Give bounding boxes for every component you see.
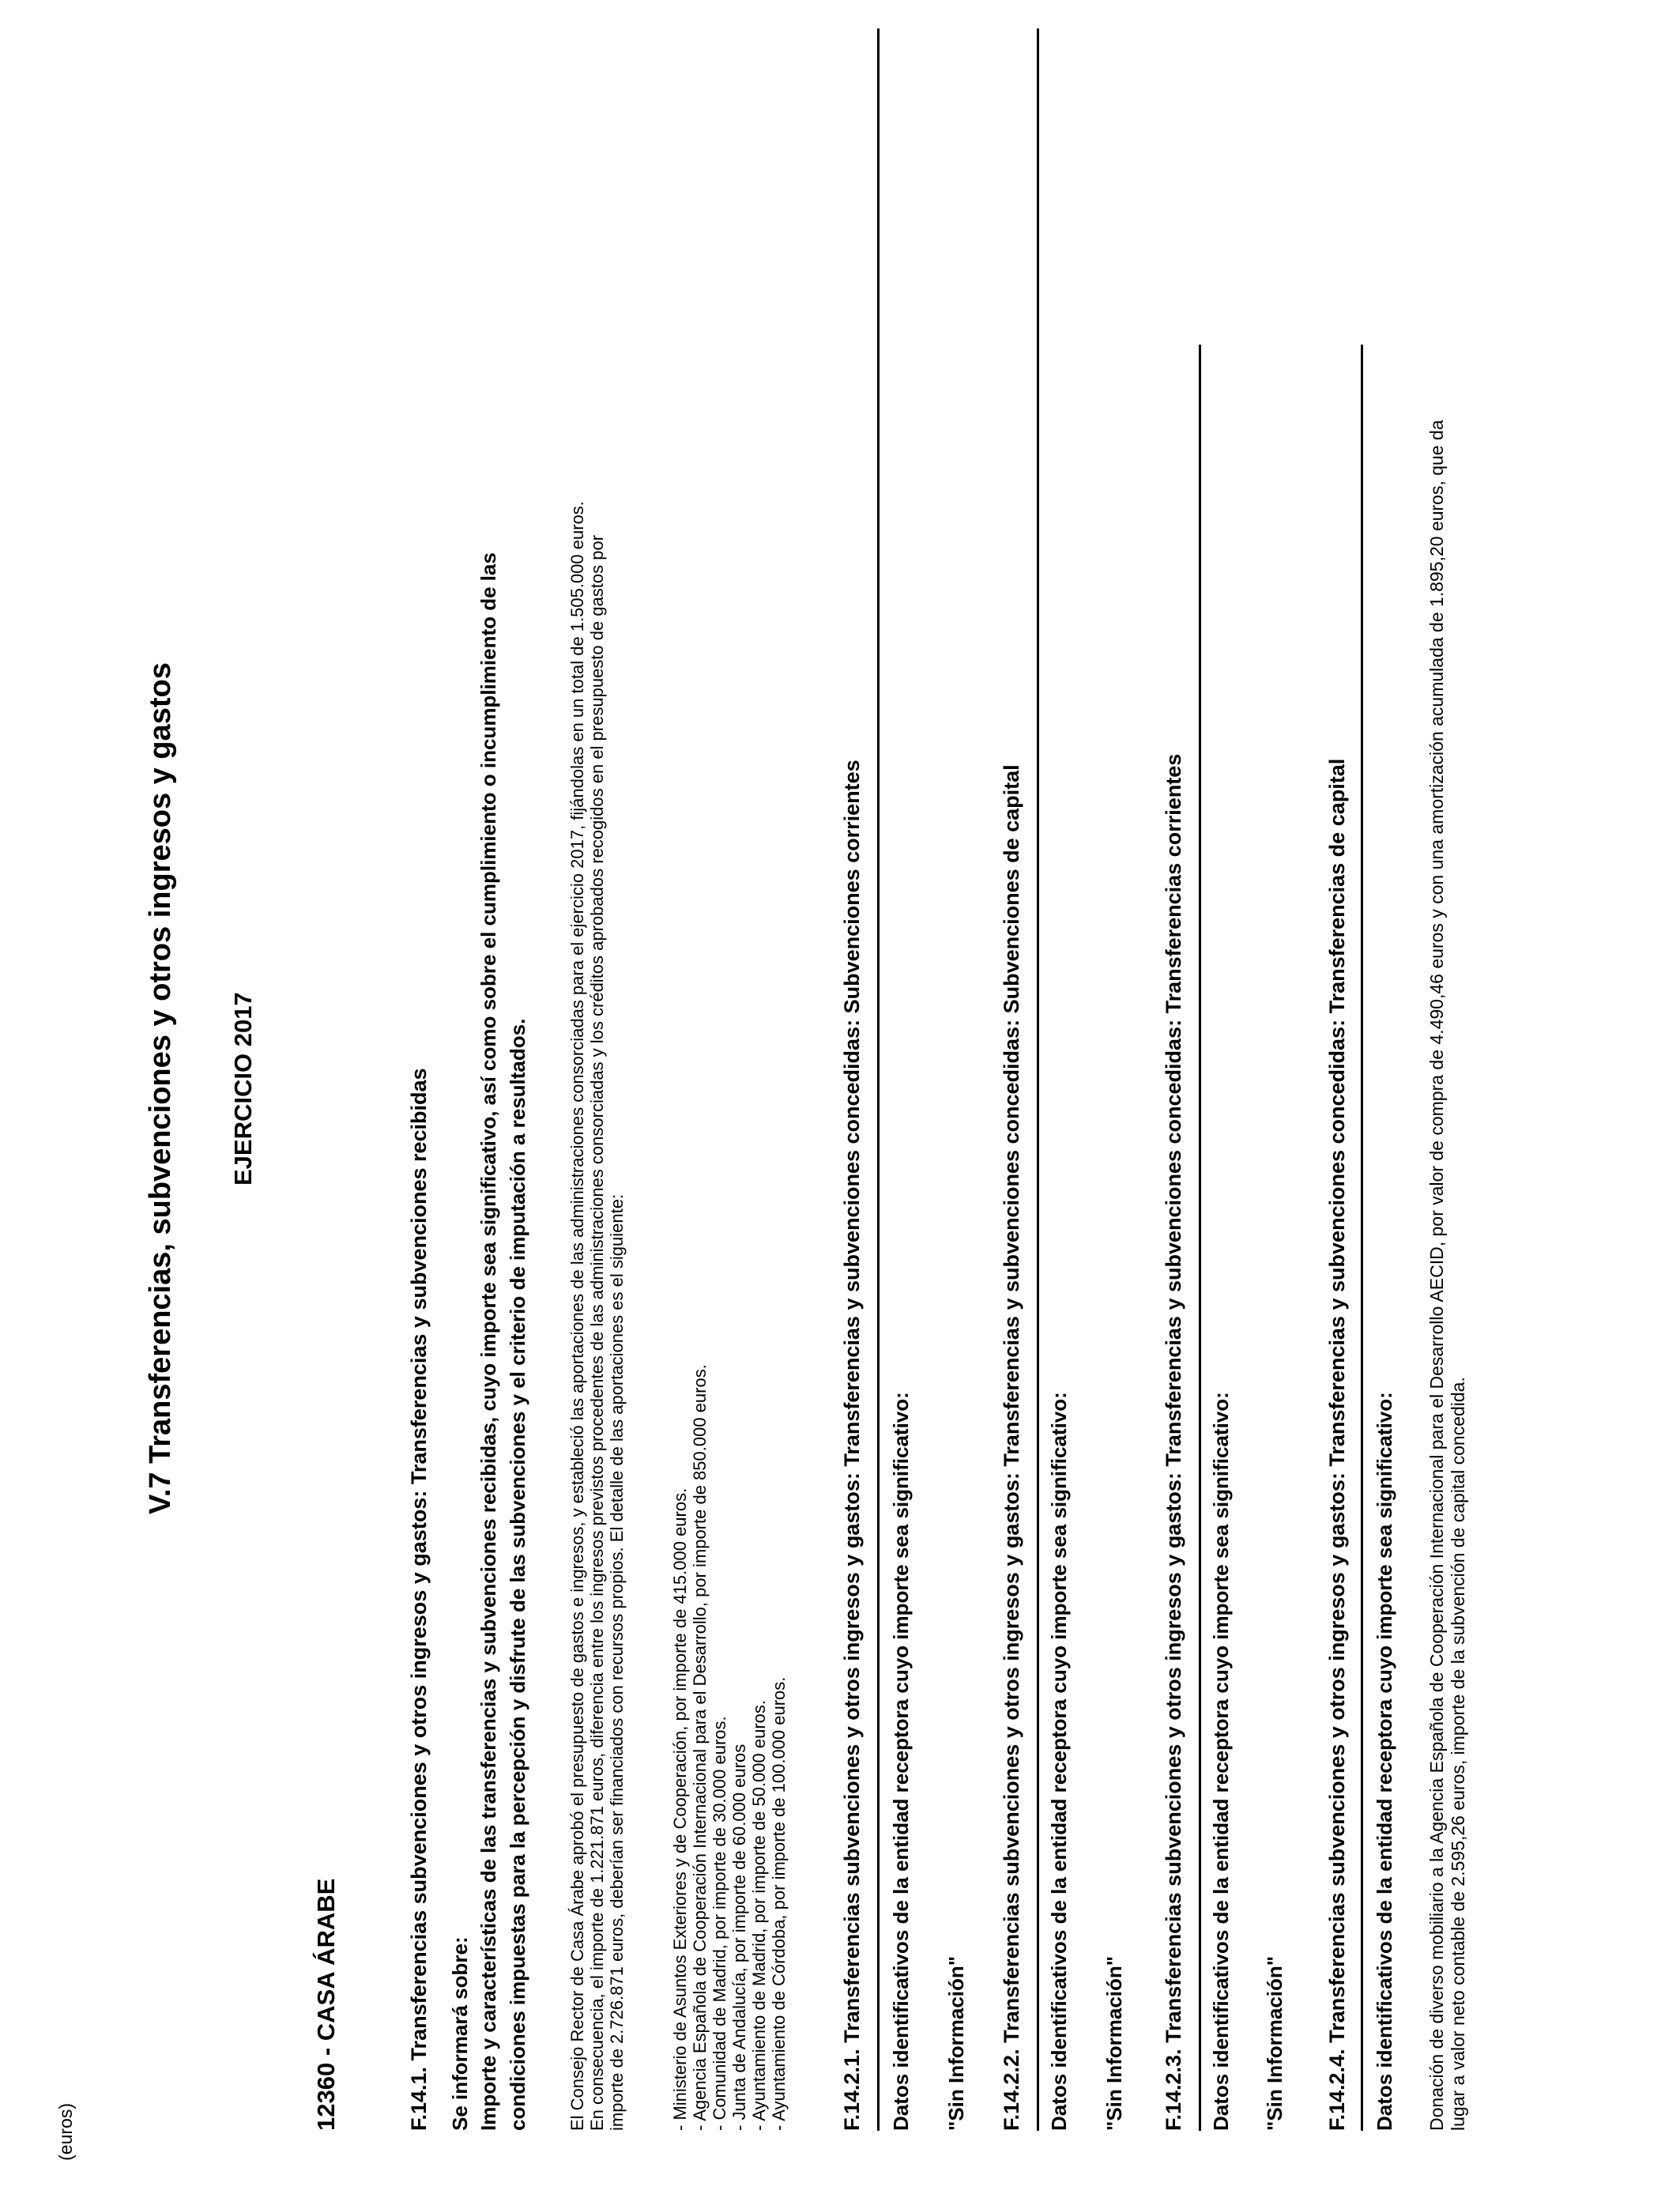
section-divider — [1037, 28, 1039, 2131]
inform-line: Importe y características de las transferencias y subvenciones recibidas, cuyo importe sea significativo, así como sobre el cumplimiento o incumplimiento de las — [477, 552, 500, 2131]
paragraph-line: El Consejo Rector de Casa Árabe aprobó el presupuesto de gastos e ingresos, y estableció las aportaciones de las administraciones consorciadas para el ejercicio 2017, fijándolas en un total de 1.505.000 euros. — [567, 501, 587, 2131]
list-item: - Ayuntamiento de Madrid, por importe de 50.000 euros. — [749, 1699, 769, 2131]
list-item: - Ayuntamiento de Córdoba, por importe de 100.000 euros. — [769, 1676, 789, 2131]
section-divider — [877, 28, 880, 2131]
section-heading-f1421: F.14.2.1. Transferencias subvenciones y otros ingresos y gastos: Transferencias y subvenciones concedidas: Subvenciones corrientes — [840, 760, 864, 2131]
receiver-label: Datos identificativos de la entidad receptora cuyo importe sea significativo: — [1373, 1392, 1396, 2131]
page-title: V.7 Transferencias, subvenciones y otros ingresos y gastos — [144, 662, 177, 1514]
paragraph-line: lugar a valor neto contable de 2.595,26 euros, importe de la subvención de capital concedida. — [1448, 1377, 1468, 2131]
receiver-value: "Sin Información" — [1102, 1955, 1126, 2131]
donation-paragraph — [1426, 392, 1469, 2131]
paragraph-line: importe de 2.726.871 euros, deberían ser financiados con recursos propios. El detalle de las aportaciones es el siguiente: — [607, 1193, 627, 2131]
receiver-label: Datos identificativos de la entidad receptora cuyo importe sea significativo: — [1209, 1392, 1233, 2131]
entity-name: 12360 - CASA ÁRABE — [312, 1878, 340, 2131]
section-divider — [1361, 345, 1363, 2131]
inform-line: condiciones impuestas para la percepción y disfrute de las subvenciones y el criterio de imputación a resultados. — [506, 1018, 529, 2131]
list-item: - Comunidad de Madrid, por importe de 30.000 euros. — [710, 1716, 729, 2131]
receiver-label: Datos identificativos de la entidad receptora cuyo importe sea significativo: — [889, 1392, 913, 2131]
receiver-label: Datos identificativos de la entidad receptora cuyo importe sea significativo: — [1047, 1392, 1071, 2131]
receiver-value: "Sin Información" — [944, 1955, 968, 2131]
budget-paragraph — [567, 392, 627, 2131]
list-item: - Junta de Andalucía, por importe de 60.000 euros — [729, 1744, 749, 2131]
section-heading-f1423: F.14.2.3. Transferencias subvenciones y otros ingresos y gastos: Transferencias y subvenciones concedidas: Transferencias corrientes — [1162, 753, 1185, 2131]
section-heading-f1411: F.14.1. Transferencias subvenciones y otros ingresos y gastos: Transferencias y subvenciones recibidas — [407, 1068, 431, 2131]
contributions-list — [670, 392, 789, 2131]
receiver-value: "Sin Información" — [1263, 1955, 1286, 2131]
units-label: (euros) — [55, 2103, 76, 2161]
paragraph-line: En consecuencia, el importe de 1.221.871 euros, diferencia entre los ingresos previstos procedentes de las administraciones consorciadas y los créditos aprobados recogidos en el presupuesto de gastos por — [587, 534, 607, 2131]
section-heading-f1422: F.14.2.2. Transferencias subvenciones y otros ingresos y gastos: Transferencias y subvenciones concedidas: Subvenciones de capital — [1000, 764, 1023, 2131]
list-item: - Ministerio de Asuntos Exteriores y de Cooperación, por importe de 415.000 euros. — [670, 1487, 690, 2131]
section-heading-f1424: F.14.2.4. Transferencias subvenciones y otros ingresos y gastos: Transferencias y subvenciones concedidas: Transferencias de capital — [1325, 758, 1349, 2131]
paragraph-line: Donación de diverso mobiliario a la Agencia Española de Cooperación Internacional para el Desarrollo AECID, por valor de compra de 4.490,46 euros y con una amortización acumulada de 1.895,20 euros, que da — [1426, 420, 1447, 2131]
fiscal-year: EJERCICIO 2017 — [229, 992, 257, 1186]
inform-label: Se informará sobre: — [448, 1936, 472, 2131]
list-item: - Agencia Española de Cooperación Internacional para el Desarrollo, por importe de 850.000 euros. — [690, 1364, 710, 2131]
section-divider — [1199, 345, 1201, 2131]
